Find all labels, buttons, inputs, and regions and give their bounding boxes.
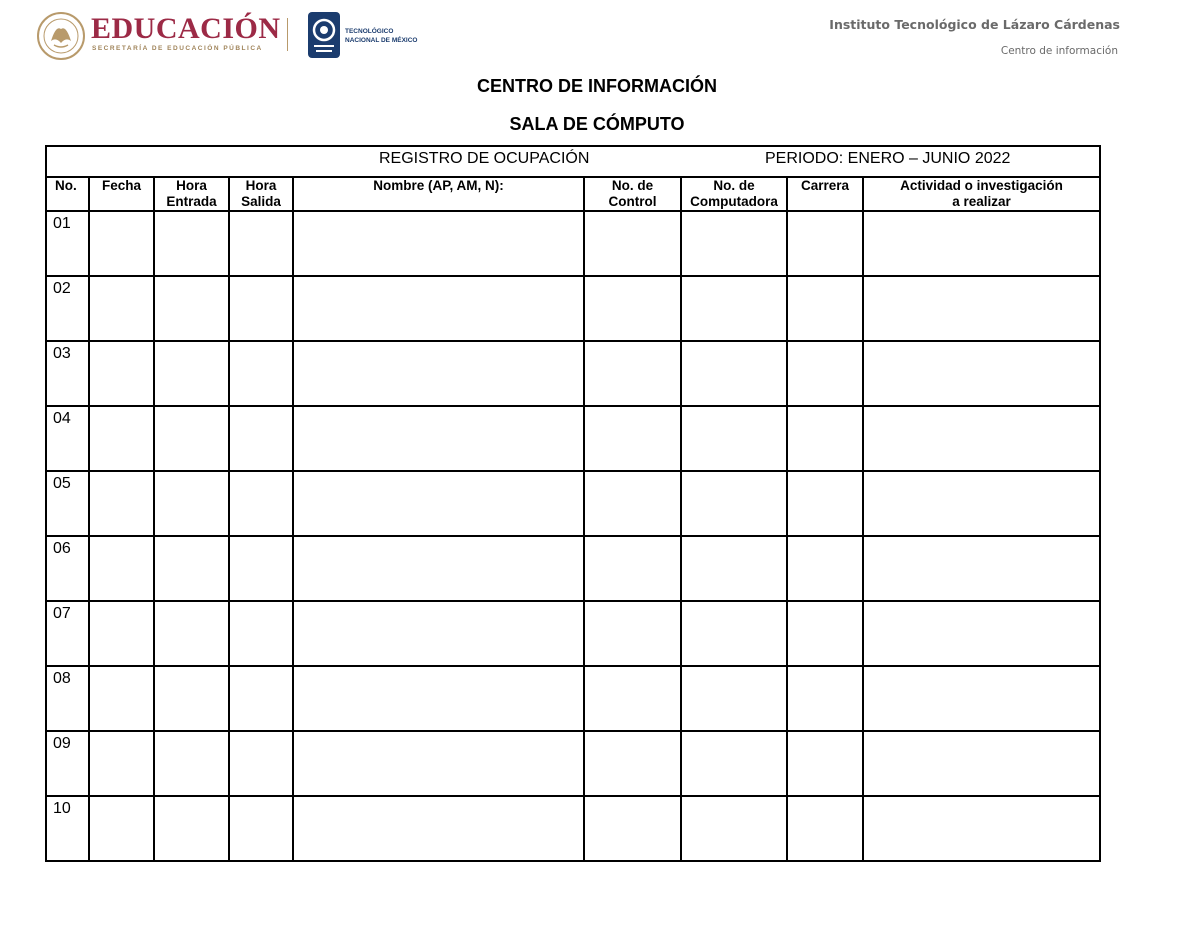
col-carrera-cell[interactable]	[787, 406, 863, 471]
col-nombre-cell[interactable]	[293, 796, 584, 861]
col-actividad-cell[interactable]	[863, 796, 1100, 861]
tecnm-text-line1: TECNOLÓGICO	[345, 28, 394, 35]
table-row	[46, 601, 1100, 666]
col-hora-salida-cell[interactable]	[229, 406, 293, 471]
page-subtitle: SALA DE CÓMPUTO	[509, 114, 685, 134]
col-fecha-cell[interactable]	[89, 406, 154, 471]
register-label: REGISTRO DE OCUPACIÓN	[379, 150, 590, 167]
col-nombre-cell[interactable]	[293, 536, 584, 601]
table-row	[46, 796, 1100, 861]
col-no-control-cell[interactable]	[584, 211, 681, 276]
col-carrera-cell[interactable]	[787, 341, 863, 406]
institute-name: Instituto Tecnológico de Lázaro Cárdenas	[829, 17, 1120, 32]
col-hora-salida-cell[interactable]	[229, 276, 293, 341]
tecnm-text-line2: NACIONAL DE MÉXICO	[345, 37, 418, 44]
department-name: Centro de información	[1000, 45, 1118, 57]
col-no-computadora-cell[interactable]	[681, 796, 787, 861]
col-hora-entrada-cell[interactable]	[154, 731, 229, 796]
col-fecha-header: Fecha	[89, 177, 154, 211]
col-actividad-cell[interactable]	[863, 601, 1100, 666]
col-no-control-cell[interactable]	[584, 471, 681, 536]
table-row	[46, 406, 1100, 471]
table-row	[46, 731, 1100, 796]
col-nombre-cell[interactable]	[293, 601, 584, 666]
row-number: 05	[46, 471, 89, 536]
col-no-control-cell[interactable]	[584, 536, 681, 601]
sep-subtitle: SECRETARÍA DE EDUCACIÓN PÚBLICA	[92, 45, 263, 52]
col-carrera-cell[interactable]	[787, 601, 863, 666]
col-fecha-cell[interactable]	[89, 666, 154, 731]
col-carrera-header: Carrera	[787, 177, 863, 211]
col-no-computadora-cell[interactable]	[681, 666, 787, 731]
col-no-computadora-cell[interactable]	[681, 211, 787, 276]
row-number: 10	[46, 796, 89, 861]
col-nombre-header: Nombre (AP, AM, N):	[293, 177, 584, 211]
col-nombre-cell[interactable]	[293, 341, 584, 406]
col-actividad-cell[interactable]	[863, 341, 1100, 406]
col-hora-entrada-cell[interactable]	[154, 276, 229, 341]
col-nombre-cell[interactable]	[293, 666, 584, 731]
row-number: 03	[46, 341, 89, 406]
table-title-cell	[46, 146, 1100, 177]
col-hora-entrada-header: Hora Entrada	[154, 177, 229, 211]
col-hora-salida-cell[interactable]	[229, 731, 293, 796]
table-row	[46, 341, 1100, 406]
col-carrera-cell[interactable]	[787, 471, 863, 536]
col-carrera-cell[interactable]	[787, 666, 863, 731]
table-row	[46, 276, 1100, 341]
tecnm-logo	[306, 10, 342, 60]
col-carrera-cell[interactable]	[787, 276, 863, 341]
row-number: 04	[46, 406, 89, 471]
col-no-control-cell[interactable]	[584, 796, 681, 861]
col-hora-salida-cell[interactable]	[229, 601, 293, 666]
table-title-row	[46, 146, 1100, 177]
col-hora-entrada-cell[interactable]	[154, 406, 229, 471]
col-actividad-cell[interactable]	[863, 536, 1100, 601]
col-actividad-cell[interactable]	[863, 666, 1100, 731]
col-carrera-cell[interactable]	[787, 796, 863, 861]
col-hora-salida-header: Hora Salida	[229, 177, 293, 211]
col-no-control-cell[interactable]	[584, 276, 681, 341]
period-label: PERIODO: ENERO – JUNIO 2022	[765, 150, 1011, 167]
col-no-header: No.	[46, 177, 89, 211]
col-actividad-cell[interactable]	[863, 406, 1100, 471]
header-divider	[287, 18, 288, 51]
row-number: 02	[46, 276, 89, 341]
col-nombre-cell[interactable]	[293, 211, 584, 276]
col-fecha-cell[interactable]	[89, 796, 154, 861]
mexico-seal-logo	[36, 11, 86, 61]
col-actividad-cell[interactable]	[863, 276, 1100, 341]
col-hora-entrada-cell[interactable]	[154, 796, 229, 861]
col-no-computadora-cell[interactable]	[681, 601, 787, 666]
col-no-control-cell[interactable]	[584, 666, 681, 731]
row-number: 01	[46, 211, 89, 276]
col-no-control-cell[interactable]	[584, 341, 681, 406]
col-hora-salida-cell[interactable]	[229, 341, 293, 406]
col-actividad-cell[interactable]	[863, 211, 1100, 276]
col-nombre-cell[interactable]	[293, 276, 584, 341]
col-hora-entrada-cell[interactable]	[154, 211, 229, 276]
col-hora-salida-cell[interactable]	[229, 536, 293, 601]
table-row	[46, 666, 1100, 731]
col-no-control-cell[interactable]	[584, 406, 681, 471]
col-no-computadora-header: No. de Computadora	[681, 177, 787, 211]
col-nombre-cell[interactable]	[293, 406, 584, 471]
col-hora-salida-cell[interactable]	[229, 796, 293, 861]
page-title: CENTRO DE INFORMACIÓN	[477, 76, 717, 96]
col-no-computadora-cell[interactable]	[681, 471, 787, 536]
col-fecha-cell[interactable]	[89, 211, 154, 276]
col-actividad-cell[interactable]	[863, 471, 1100, 536]
row-number: 06	[46, 536, 89, 601]
col-no-control-header: No. de Control	[584, 177, 681, 211]
table-row	[46, 471, 1100, 536]
col-hora-salida-cell[interactable]	[229, 211, 293, 276]
col-no-control-cell[interactable]	[584, 731, 681, 796]
row-number: 08	[46, 666, 89, 731]
col-no-computadora-cell[interactable]	[681, 341, 787, 406]
col-hora-entrada-cell[interactable]	[154, 666, 229, 731]
table-row	[46, 211, 1100, 276]
col-hora-salida-cell[interactable]	[229, 666, 293, 731]
table-row	[46, 536, 1100, 601]
col-no-computadora-cell[interactable]	[681, 406, 787, 471]
table-header-row	[46, 177, 1100, 211]
col-fecha-cell[interactable]	[89, 471, 154, 536]
col-fecha-cell[interactable]	[89, 276, 154, 341]
col-actividad-cell[interactable]	[863, 731, 1100, 796]
row-number: 09	[46, 731, 89, 796]
col-carrera-cell[interactable]	[787, 211, 863, 276]
col-nombre-cell[interactable]	[293, 471, 584, 536]
col-hora-entrada-cell[interactable]	[154, 536, 229, 601]
col-no-control-cell[interactable]	[584, 601, 681, 666]
tecnm-text	[345, 27, 417, 45]
col-fecha-cell[interactable]	[89, 601, 154, 666]
col-hora-entrada-cell[interactable]	[154, 341, 229, 406]
col-fecha-cell[interactable]	[89, 341, 154, 406]
col-hora-entrada-cell[interactable]	[154, 471, 229, 536]
col-fecha-cell[interactable]	[89, 536, 154, 601]
col-no-computadora-cell[interactable]	[681, 731, 787, 796]
col-fecha-cell[interactable]	[89, 731, 154, 796]
col-hora-entrada-cell[interactable]	[154, 601, 229, 666]
sep-brand-wordmark: EDUCACIÓN	[91, 12, 281, 45]
row-number: 07	[46, 601, 89, 666]
col-carrera-cell[interactable]	[787, 731, 863, 796]
occupancy-register-table	[45, 145, 1101, 862]
col-actividad-header: Actividad o investigación a realizar	[863, 177, 1100, 211]
col-hora-salida-cell[interactable]	[229, 471, 293, 536]
col-carrera-cell[interactable]	[787, 536, 863, 601]
col-no-computadora-cell[interactable]	[681, 536, 787, 601]
col-nombre-cell[interactable]	[293, 731, 584, 796]
col-no-computadora-cell[interactable]	[681, 276, 787, 341]
